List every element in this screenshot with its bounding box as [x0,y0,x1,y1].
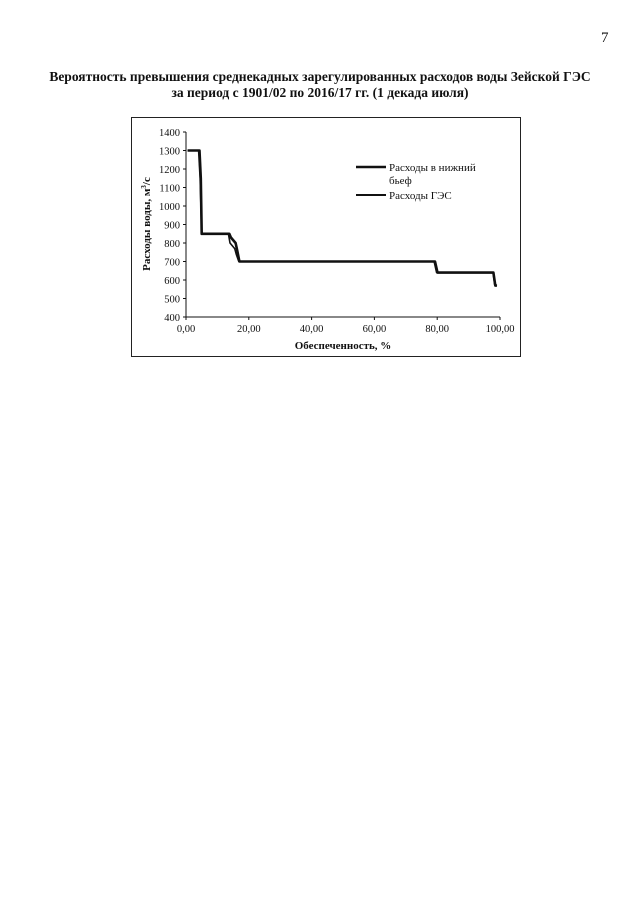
x-tick-label: 40,00 [299,324,324,335]
page-number: 7 [601,30,609,46]
x-axis-ticks [177,317,515,335]
legend [356,162,476,202]
y-axis-label-sup: 3 [140,185,148,189]
y-tick-label: 1100 [159,183,180,195]
y-tick-label: 600 [164,276,180,287]
y-tick-label: 1000 [159,202,180,213]
x-tick-label: 20,00 [236,324,261,335]
y-tick-label: 800 [164,239,180,250]
y-tick-label: 900 [164,220,180,232]
legend-label-lower-pool-line-2: бьеф [389,175,412,187]
x-axis-label: Обеспеченность, % [294,340,392,352]
chart-axes [186,132,500,317]
y-tick-label: 700 [164,257,180,269]
y-axis-label-main: Расходы воды, м [141,188,153,271]
y-tick-label: 500 [164,294,180,306]
chart-title-line-2: за период с 1901/02 по 2016/17 гг. (1 декада июля) [171,85,469,100]
exceedance-chart [132,118,520,356]
chart-title-line-1: Вероятность превышения среднекадных зарегулированных расходов воды Зейской ГЭС [49,69,591,84]
chart-frame [131,117,521,357]
y-axis-label [140,177,153,271]
y-tick-label: 1200 [159,165,180,176]
x-tick-label: 60,00 [362,324,387,335]
y-tick-label: 400 [164,313,180,324]
y-tick-label: 1400 [159,128,180,139]
legend-label-hpp: Расходы ГЭС [389,190,452,202]
legend-label-lower-pool-line-1: Расходы в нижний [389,162,476,174]
x-tick-label: 100,00 [485,324,515,335]
y-tick-label: 1300 [159,146,180,158]
y-axis-ticks [159,128,186,324]
x-tick-label: 80,00 [425,324,450,335]
x-tick-label: 0,00 [176,324,196,335]
y-axis-label-tail: /с [141,177,153,186]
